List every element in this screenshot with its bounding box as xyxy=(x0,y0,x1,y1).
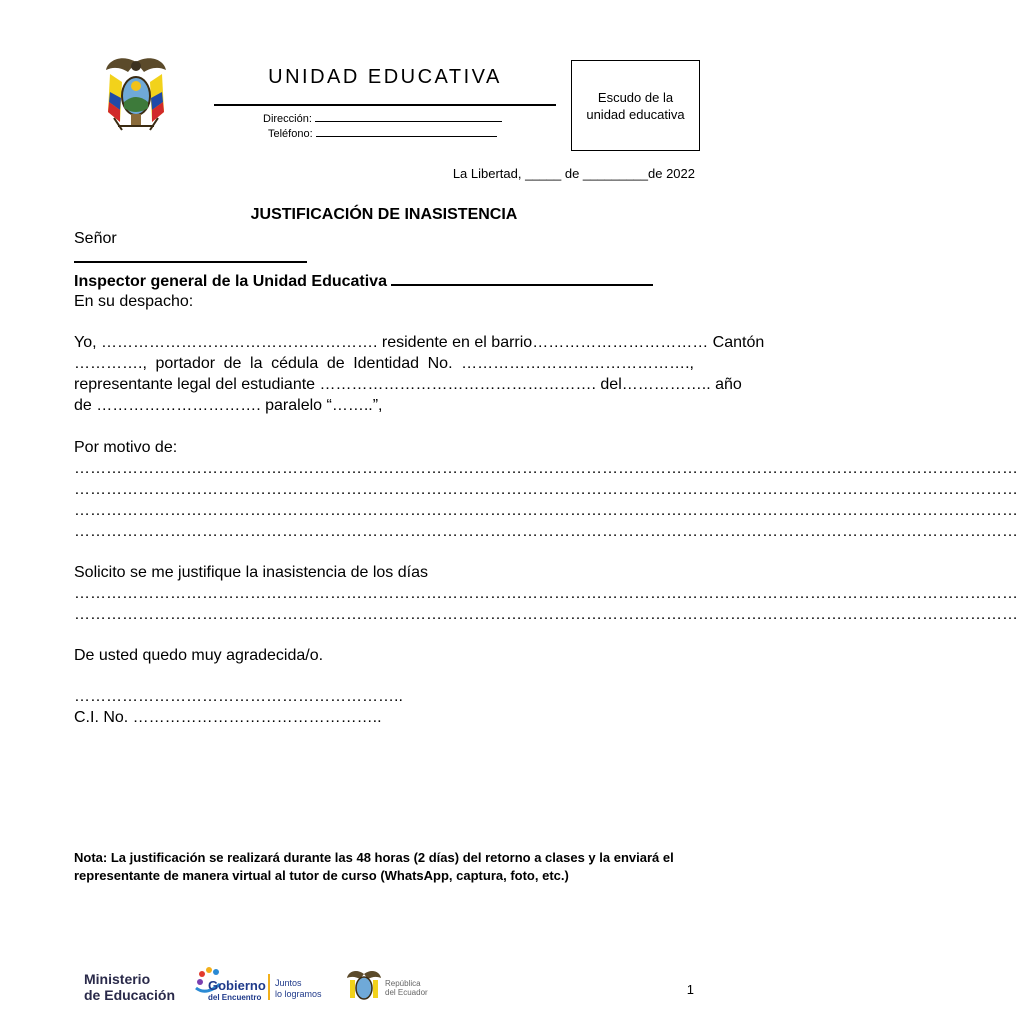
ministerio-line2: de Educación xyxy=(84,987,176,1003)
address-field xyxy=(263,112,502,125)
page-number: 1 xyxy=(686,982,694,997)
motivo-dotted-line: …………………………………………………………………………………………………………………………………………………………… xyxy=(74,523,1018,540)
despacho: En su despacho: xyxy=(74,293,194,310)
phone-label: Teléfono: xyxy=(268,128,313,140)
juntos-line1: Juntos xyxy=(275,978,302,988)
signature-line: …………………………………………………….. xyxy=(74,688,403,705)
school-crest-placeholder-text: Escudo de la unidad educativa xyxy=(586,89,685,122)
motivo-dotted-line: …………………………………………………………………………………………………………………………………………………………… xyxy=(74,502,1018,519)
place-date: La Libertad, _____ de _________de 2022 xyxy=(452,166,695,181)
republica-coat-icon xyxy=(347,971,381,999)
ci-line: C.I. No. ……………………………………….. xyxy=(74,709,382,726)
footer-logos xyxy=(82,960,428,1010)
salutation: Señor xyxy=(74,230,117,247)
address-blank xyxy=(315,112,502,122)
recipient-role-text: Inspector general de la Unidad Educativa xyxy=(74,273,387,290)
gobierno-line2: del Encuentro xyxy=(208,993,262,1002)
motivo-dotted-line: …………………………………………………………………………………………………………………………………………………………… xyxy=(74,481,1018,498)
days-dotted-line: …………………………………………………………………………………………………………………………………………………………… xyxy=(74,606,1018,623)
address-label: Dirección: xyxy=(263,113,312,125)
republica-line1: República xyxy=(385,979,421,988)
coat-of-arms-icon xyxy=(100,52,172,134)
motivo-dotted-line: …………………………………………………………………………………………………………………………………………………………… xyxy=(74,460,1018,477)
school-name-blank xyxy=(391,270,653,286)
juntos-line2: lo logramos xyxy=(275,989,322,999)
document-title: JUSTIFICACIÓN DE INASISTENCIA xyxy=(250,206,518,223)
recipient-name-line xyxy=(74,261,307,263)
closing: De usted quedo muy agradecida/o. xyxy=(74,647,324,664)
declaration-line-4: de …………………………. paralelo “……..”, xyxy=(74,397,383,414)
phone-blank xyxy=(316,127,497,137)
days-dotted-line: …………………………………………………………………………………………………………………………………………………………… xyxy=(74,585,1018,602)
solicito-text: Solicito se me justifique la inasistencia de los días xyxy=(74,564,428,581)
declaration-line-3: representante legal del estudiante ……………………………………………. del…………….. año xyxy=(74,376,742,393)
school-crest-placeholder xyxy=(571,60,700,151)
motivo-label: Por motivo de: xyxy=(74,439,178,456)
note: Nota: La justificación se realizará durante las 48 horas (2 días) del retorno a clases y la enviará el representante de manera virtual al tutor de curso (WhatsApp, captura, foto, etc.) xyxy=(74,850,674,883)
gobierno-line1: Gobierno xyxy=(208,978,266,993)
declaration-line-2: …………., portador de la cédula de Identidad No. ……………………………………., xyxy=(74,355,694,372)
ministerio-line1: Ministerio xyxy=(84,971,151,987)
institution-title: UNIDAD EDUCATIVA xyxy=(268,66,502,88)
phone-field xyxy=(268,127,497,140)
declaration-line-1: Yo, ……………………………………………. residente en el barrio…………………………… Cantón xyxy=(74,334,765,351)
institution-name-line xyxy=(214,104,556,106)
recipient-role xyxy=(74,270,653,292)
republica-line2: del Ecuador xyxy=(385,988,428,997)
